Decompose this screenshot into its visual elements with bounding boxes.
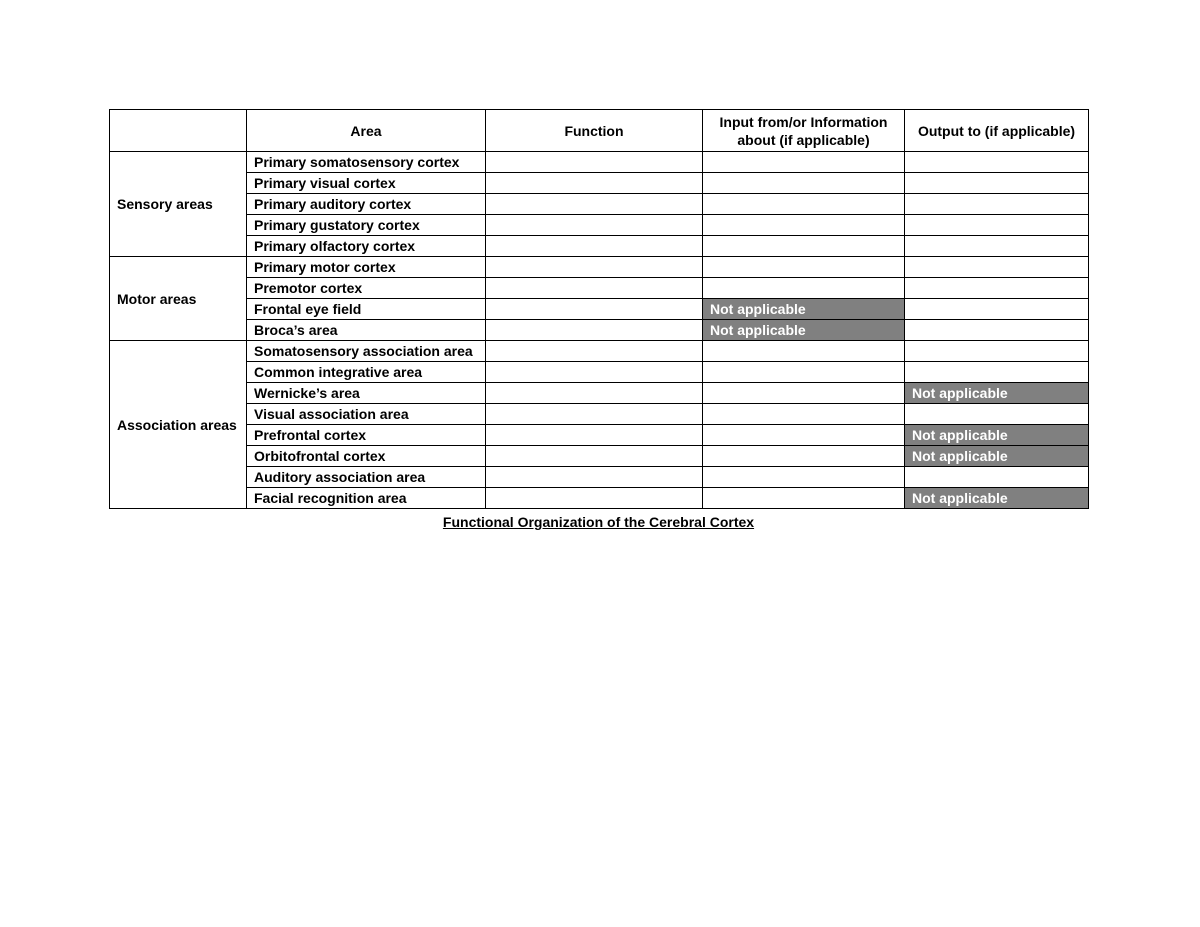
input-cell[interactable]	[703, 257, 905, 278]
function-cell[interactable]	[486, 488, 703, 509]
area-cell: Common integrative area	[247, 362, 486, 383]
function-cell[interactable]	[486, 278, 703, 299]
input-cell[interactable]	[703, 425, 905, 446]
area-cell: Primary gustatory cortex	[247, 215, 486, 236]
output-cell[interactable]	[905, 299, 1089, 320]
input-not-applicable-cell: Not applicable	[703, 299, 905, 320]
output-cell[interactable]	[905, 194, 1089, 215]
output-cell[interactable]	[905, 320, 1089, 341]
output-not-applicable-cell: Not applicable	[905, 425, 1089, 446]
area-cell: Primary auditory cortex	[247, 194, 486, 215]
area-cell: Orbitofrontal cortex	[247, 446, 486, 467]
function-cell[interactable]	[486, 320, 703, 341]
area-cell: Facial recognition area	[247, 488, 486, 509]
table-row	[110, 362, 1089, 383]
output-not-applicable-cell: Not applicable	[905, 488, 1089, 509]
cortex-table	[109, 109, 1089, 509]
table-row	[110, 467, 1089, 488]
input-cell[interactable]	[703, 341, 905, 362]
area-cell: Frontal eye field	[247, 299, 486, 320]
header-group	[110, 110, 247, 152]
area-cell: Somatosensory association area	[247, 341, 486, 362]
output-cell[interactable]	[905, 215, 1089, 236]
input-not-applicable-cell: Not applicable	[703, 320, 905, 341]
output-cell[interactable]	[905, 152, 1089, 173]
output-cell[interactable]	[905, 278, 1089, 299]
table-row	[110, 194, 1089, 215]
input-cell[interactable]	[703, 383, 905, 404]
table-row	[110, 341, 1089, 362]
area-cell: Primary olfactory cortex	[247, 236, 486, 257]
function-cell[interactable]	[486, 299, 703, 320]
area-cell: Prefrontal cortex	[247, 425, 486, 446]
table-row	[110, 320, 1089, 341]
table-row	[110, 299, 1089, 320]
area-cell: Premotor cortex	[247, 278, 486, 299]
function-cell[interactable]	[486, 404, 703, 425]
function-cell[interactable]	[486, 383, 703, 404]
output-not-applicable-cell: Not applicable	[905, 383, 1089, 404]
input-cell[interactable]	[703, 236, 905, 257]
input-cell[interactable]	[703, 173, 905, 194]
table-caption: Functional Organization of the Cerebral Cortex	[442, 514, 755, 530]
input-cell[interactable]	[703, 488, 905, 509]
input-cell[interactable]	[703, 404, 905, 425]
function-cell[interactable]	[486, 215, 703, 236]
group-association-areas: Association areas	[110, 341, 247, 509]
output-cell[interactable]	[905, 236, 1089, 257]
output-cell[interactable]	[905, 404, 1089, 425]
group-sensory-areas: Sensory areas	[110, 152, 247, 257]
output-cell[interactable]	[905, 467, 1089, 488]
table-row	[110, 446, 1089, 467]
input-cell[interactable]	[703, 215, 905, 236]
output-cell[interactable]	[905, 257, 1089, 278]
area-cell: Broca’s area	[247, 320, 486, 341]
output-not-applicable-cell: Not applicable	[905, 446, 1089, 467]
table-row	[110, 404, 1089, 425]
area-cell: Visual association area	[247, 404, 486, 425]
area-cell: Primary somatosensory cortex	[247, 152, 486, 173]
function-cell[interactable]	[486, 194, 703, 215]
function-cell[interactable]	[486, 341, 703, 362]
table-row	[110, 425, 1089, 446]
function-cell[interactable]	[486, 173, 703, 194]
table-header-row	[110, 110, 1089, 152]
header-output: Output to (if applicable)	[905, 110, 1089, 152]
function-cell[interactable]	[486, 257, 703, 278]
table-row	[110, 173, 1089, 194]
table-row	[110, 383, 1089, 404]
function-cell[interactable]	[486, 236, 703, 257]
header-area: Area	[247, 110, 486, 152]
input-cell[interactable]	[703, 467, 905, 488]
area-cell: Primary motor cortex	[247, 257, 486, 278]
area-cell: Auditory association area	[247, 467, 486, 488]
header-function: Function	[486, 110, 703, 152]
input-cell[interactable]	[703, 194, 905, 215]
function-cell[interactable]	[486, 362, 703, 383]
table-row	[110, 152, 1089, 173]
table-row	[110, 215, 1089, 236]
table-row	[110, 257, 1089, 278]
table-row	[110, 278, 1089, 299]
table-row	[110, 488, 1089, 509]
table-row	[110, 236, 1089, 257]
header-input: Input from/or Information about (if applicable)	[703, 110, 905, 152]
input-cell[interactable]	[703, 446, 905, 467]
input-cell[interactable]	[703, 278, 905, 299]
function-cell[interactable]	[486, 152, 703, 173]
output-cell[interactable]	[905, 173, 1089, 194]
input-cell[interactable]	[703, 152, 905, 173]
area-cell: Wernicke’s area	[247, 383, 486, 404]
group-motor-areas: Motor areas	[110, 257, 247, 341]
function-cell[interactable]	[486, 446, 703, 467]
output-cell[interactable]	[905, 341, 1089, 362]
output-cell[interactable]	[905, 362, 1089, 383]
function-cell[interactable]	[486, 425, 703, 446]
area-cell: Primary visual cortex	[247, 173, 486, 194]
input-cell[interactable]	[703, 362, 905, 383]
function-cell[interactable]	[486, 467, 703, 488]
